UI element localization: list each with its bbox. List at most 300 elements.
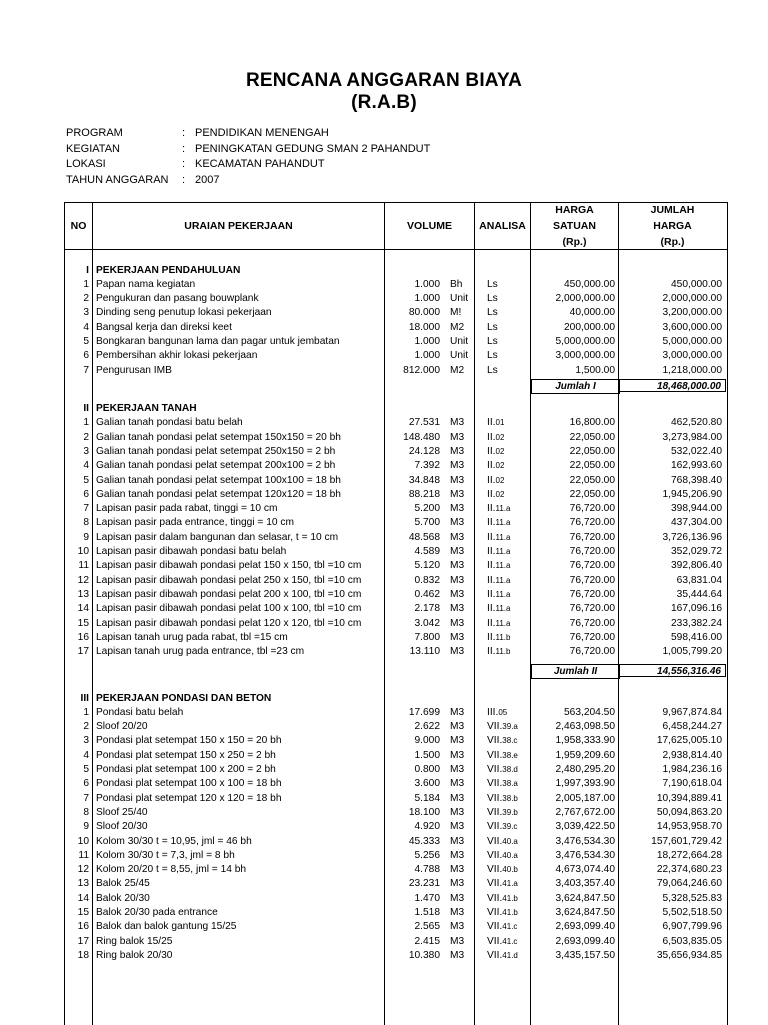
item-jumlah-harga: 1,984,236.16 [662, 764, 722, 775]
item-volume: 5.256 [414, 849, 440, 861]
item-description: Pondasi plat setempat 150 x 250 = 2 bh [96, 749, 276, 761]
item-analisa-sub: 38.d [502, 765, 518, 774]
item-volume: 1.000 [414, 350, 440, 362]
table-row [65, 349, 727, 363]
item-description: Kolom 30/30 t = 10,95, jml = 46 bh [96, 835, 252, 847]
header-jumlah-harga [619, 202, 726, 250]
info-row-tahun [66, 173, 430, 189]
header-analisa: ANALISA [479, 220, 526, 232]
item-analisa-sub: 11.a [495, 532, 511, 542]
item-unit: M3 [450, 864, 465, 876]
item-analisa-sub: 39.b [502, 807, 518, 817]
item-harga-satuan: 40,000.00 [569, 307, 615, 319]
item-analisa-sub: 41.c [502, 936, 518, 946]
item-harga-satuan: 3,624,847.50 [555, 907, 615, 918]
header-harga-satuan-line: SATUAN [553, 220, 596, 232]
item-analisa-sub: 02 [495, 432, 505, 442]
header-harga-satuan-line: (Rp.) [562, 236, 587, 248]
item-description: Balok 25/45 [96, 878, 150, 890]
item-analisa-sub: 02 [495, 461, 505, 471]
item-analisa [487, 364, 498, 378]
item-analisa-sub: 38.e [502, 750, 518, 760]
table-row [65, 920, 727, 934]
item-harga-satuan: 76,720.00 [569, 531, 615, 543]
item-number: 1 [83, 417, 89, 429]
item-number: 7 [83, 792, 89, 804]
item-analisa [487, 474, 504, 488]
table-row [65, 734, 727, 748]
header-jumlah-harga-line: HARGA [653, 220, 692, 232]
item-analisa [487, 321, 498, 335]
table-row [65, 863, 727, 877]
item-harga-satuan: 2,005,187.00 [555, 792, 615, 804]
item-analisa-code: II. [487, 460, 496, 472]
item-jumlah-harga: 79,064,246.60 [656, 878, 722, 890]
item-number: 1 [83, 278, 89, 290]
table-row [65, 631, 727, 645]
item-volume: 1.500 [414, 749, 440, 761]
item-number: 17 [77, 935, 89, 947]
item-analisa-sub: 11.a [495, 604, 511, 614]
section-total-label: Jumlah II [531, 664, 620, 679]
table-row [65, 645, 727, 659]
item-description: Ring balok 15/25 [96, 935, 173, 947]
item-unit: M! [450, 307, 462, 319]
item-analisa-sub: 40.a [502, 836, 518, 846]
item-number: 2 [83, 721, 89, 733]
item-jumlah-harga: 1,945,206.90 [662, 488, 722, 500]
item-volume: 7.392 [414, 460, 440, 472]
item-harga-satuan: 1,958,333.90 [555, 735, 615, 747]
item-number: 13 [77, 588, 89, 600]
item-analisa-code: II. [487, 488, 496, 500]
table-row [65, 364, 727, 378]
item-analisa [487, 849, 518, 863]
table-row [65, 763, 727, 777]
item-analisa-sub: 02 [495, 475, 505, 485]
item-jumlah-harga: 532,022.40 [671, 445, 722, 457]
item-unit: M3 [450, 474, 465, 486]
item-analisa [487, 820, 517, 834]
item-jumlah-harga: 2,000,000.00 [662, 293, 722, 305]
item-volume: 5.184 [414, 792, 440, 804]
section-total-value: 18,468,000.00 [619, 379, 726, 392]
item-unit: M3 [450, 892, 465, 904]
item-description: Pondasi batu belah [96, 706, 184, 718]
item-number: 5 [83, 474, 89, 486]
item-volume: 4.788 [414, 864, 440, 876]
item-description: Kolom 30/30 t = 7,3, jml = 8 bh [96, 849, 235, 861]
info-value: PENDIDIKAN MENENGAH [195, 127, 329, 139]
item-unit: Unit [450, 293, 469, 305]
item-unit: M3 [450, 749, 465, 761]
item-volume: 80.000 [408, 307, 440, 319]
item-description: Lapisan pasir dibawah pondasi pelat 200 x 100, tbl =10 cm [96, 588, 362, 600]
item-volume: 2.415 [414, 935, 440, 947]
item-analisa-sub: 39.c [502, 822, 518, 832]
item-jumlah-harga: 233,382.24 [671, 617, 722, 629]
item-unit: M3 [450, 603, 465, 615]
item-unit: M3 [450, 460, 465, 472]
item-jumlah-harga: 5,328,525.83 [662, 892, 722, 904]
item-unit: M3 [450, 560, 465, 572]
item-description: Ring balok 20/30 [96, 949, 173, 961]
item-volume: 1.000 [414, 293, 440, 305]
item-analisa-sub: 02 [495, 446, 505, 456]
item-description: Pondasi plat setempat 120 x 120 = 18 bh [96, 792, 282, 804]
item-unit: M2 [450, 364, 465, 376]
item-analisa-sub: 41.d [502, 950, 518, 960]
item-analisa-code: II. [487, 588, 496, 600]
item-harga-satuan: 76,720.00 [569, 631, 615, 643]
item-jumlah-harga: 6,458,244.27 [662, 721, 722, 733]
header-jumlah-harga-line: JUMLAH [650, 204, 695, 216]
item-analisa-code: II. [487, 445, 496, 457]
item-analisa-sub: 39.a [502, 722, 518, 732]
item-analisa-code: VII. [487, 935, 503, 947]
header-uraian: URAIAN PEKERJAAN [184, 220, 293, 232]
section-title: PEKERJAAN TANAH [96, 403, 197, 414]
item-harga-satuan: 3,000,000.00 [555, 350, 615, 362]
item-jumlah-harga: 18,272,664.28 [656, 849, 722, 861]
item-analisa-code: VII. [487, 721, 503, 733]
item-harga-satuan: 76,720.00 [569, 574, 615, 586]
item-harga-satuan: 2,463,098.50 [555, 721, 615, 733]
item-description: Pembersihan akhir lokasi pekerjaan [96, 350, 258, 362]
item-analisa-code: Ls [487, 350, 498, 362]
table-row [65, 588, 727, 602]
info-colon: : [182, 142, 186, 155]
table-row [65, 806, 727, 820]
item-harga-satuan: 2,480,295.20 [555, 764, 615, 775]
item-unit: M3 [450, 921, 465, 933]
item-analisa [487, 949, 518, 963]
info-label: KEGIATAN [66, 142, 120, 155]
item-harga-satuan: 2,000,000.00 [555, 293, 615, 305]
item-unit: M3 [450, 445, 465, 457]
item-harga-satuan: 76,720.00 [569, 603, 615, 615]
item-description: Galian tanah pondasi pelat setempat 150x150 = 20 bh [96, 431, 341, 443]
item-number: 15 [77, 617, 89, 629]
item-analisa-sub: 11.b [495, 632, 511, 642]
section-header [65, 264, 727, 278]
item-description: Lapisan pasir dibawah pondasi pelat 150 x 150, tbl =10 cm [96, 560, 362, 572]
item-description: Lapisan pasir pada rabat, tinggi = 10 cm [96, 503, 278, 515]
item-jumlah-harga: 22,374,680.23 [656, 864, 722, 876]
item-unit: M3 [450, 821, 465, 833]
table-row [65, 849, 727, 863]
item-unit: M3 [450, 517, 465, 529]
item-volume: 3.042 [414, 617, 440, 629]
item-harga-satuan: 1,959,209.60 [555, 749, 615, 761]
item-jumlah-harga: 10,394,889.41 [656, 792, 722, 804]
item-analisa [487, 278, 498, 292]
item-harga-satuan: 22,050.00 [569, 488, 615, 500]
item-analisa [487, 431, 504, 445]
item-number: 9 [83, 821, 89, 833]
table-row [65, 516, 727, 530]
item-number: 17 [77, 646, 89, 658]
table-row [65, 720, 727, 734]
item-jumlah-harga: 14,953,958.70 [656, 821, 722, 833]
item-description: Lapisan tanah urug pada entrance, tbl =23 cm [96, 646, 305, 658]
item-unit: M3 [450, 588, 465, 600]
section-number: III [80, 692, 89, 704]
item-unit: M3 [450, 935, 465, 947]
item-volume: 1.000 [414, 336, 440, 347]
item-harga-satuan: 76,720.00 [569, 646, 615, 658]
item-analisa-sub: 11.a [495, 547, 511, 556]
item-harga-satuan: 4,673,074.40 [555, 864, 615, 876]
item-description: Balok 20/30 pada entrance [96, 907, 218, 918]
item-volume: 5.200 [414, 503, 440, 515]
item-jumlah-harga: 768,398.40 [671, 474, 722, 486]
item-volume: 2.178 [414, 603, 440, 615]
item-analisa-code: II. [487, 574, 496, 586]
item-number: 12 [77, 574, 89, 586]
item-unit: M3 [450, 849, 465, 861]
item-jumlah-harga: 5,502,518.50 [662, 907, 722, 918]
table-row [65, 545, 727, 559]
item-volume: 5.700 [414, 517, 440, 529]
item-number: 9 [83, 531, 89, 543]
item-number: 5 [83, 764, 89, 775]
item-description: Pengukuran dan pasang bouwplank [96, 293, 259, 305]
table-row [65, 877, 727, 891]
item-analisa-sub: 41.b [502, 893, 518, 903]
item-jumlah-harga: 437,304.00 [671, 517, 722, 529]
info-label: PROGRAM [66, 127, 123, 139]
item-number: 16 [77, 921, 89, 933]
table-row [65, 892, 727, 906]
item-analisa-code: VII. [487, 764, 503, 775]
item-harga-satuan: 1,500.00 [575, 364, 615, 376]
item-jumlah-harga: 17,625,005.10 [656, 735, 722, 747]
item-number: 6 [83, 350, 89, 362]
item-description: Lapisan pasir pada entrance, tinggi = 10 cm [96, 517, 294, 529]
item-analisa-code: Ls [487, 364, 498, 376]
item-analisa-code: II. [487, 431, 496, 443]
item-harga-satuan: 3,039,422.50 [555, 821, 615, 833]
item-volume: 1.470 [414, 892, 440, 904]
table-row [65, 949, 727, 963]
item-description: Sloof 25/40 [96, 806, 148, 818]
table-row [65, 602, 727, 616]
table-row [65, 474, 727, 488]
item-analisa-code: VII. [487, 735, 503, 747]
item-description: Kolom 20/20 t = 8,55, jml = 14 bh [96, 864, 247, 876]
item-analisa [487, 559, 510, 573]
item-analisa-sub: 01 [495, 418, 505, 428]
item-jumlah-harga: 63,831.04 [676, 574, 722, 586]
table-row [65, 292, 727, 306]
item-number: 12 [77, 864, 89, 876]
item-description: Lapisan pasir dalam bangunan dan selasar, t = 10 cm [96, 531, 339, 543]
item-analisa [487, 720, 518, 734]
item-analisa-sub: 41.b [502, 908, 518, 917]
item-analisa-code: VII. [487, 749, 503, 761]
item-volume: 812.000 [403, 364, 440, 376]
item-analisa [487, 602, 510, 616]
item-unit: Unit [450, 336, 469, 347]
item-analisa-code: VII. [487, 878, 503, 890]
table-row [65, 559, 727, 573]
item-harga-satuan: 16,800.00 [569, 417, 615, 429]
section-title: PEKERJAAN PENDAHULUAN [96, 264, 241, 276]
item-number: 14 [77, 892, 89, 904]
item-description: Galian tanah pondasi pelat setempat 200x100 = 2 bh [96, 460, 336, 472]
item-analisa [487, 920, 517, 934]
item-number: 4 [83, 749, 89, 761]
item-number: 6 [83, 778, 89, 790]
item-description: Galian tanah pondasi pelat setempat 120x120 = 18 bh [96, 488, 341, 500]
item-analisa-code: II. [487, 417, 496, 429]
item-number: 2 [83, 431, 89, 443]
item-jumlah-harga: 398,944.00 [671, 503, 722, 515]
table-row [65, 531, 727, 545]
item-analisa-code: VII. [487, 949, 503, 961]
table-row [65, 416, 727, 430]
item-jumlah-harga: 3,600,000.00 [662, 321, 722, 333]
item-analisa [487, 749, 518, 763]
item-jumlah-harga: 50,094,863.20 [656, 806, 722, 818]
item-analisa-code: Ls [487, 321, 498, 333]
info-value: PENINGKATAN GEDUNG SMAN 2 PAHANDUT [195, 142, 431, 155]
item-analisa [487, 306, 498, 320]
item-description: Pondasi plat setempat 100 x 200 = 2 bh [96, 764, 276, 775]
section-total-value: 14,556,316.46 [619, 664, 726, 677]
item-description: Bongkaran bangunan lama dan pagar untuk jembatan [96, 336, 340, 347]
item-analisa-code: II. [487, 503, 496, 515]
info-colon: : [182, 127, 186, 139]
item-analisa [487, 574, 510, 588]
item-jumlah-harga: 5,000,000.00 [662, 336, 722, 347]
item-analisa [487, 516, 510, 530]
item-volume: 0.462 [414, 588, 440, 600]
item-unit: M3 [450, 806, 465, 818]
item-jumlah-harga: 9,967,874.84 [662, 706, 722, 718]
item-number: 15 [77, 907, 89, 918]
item-analisa-sub: 41.c [502, 922, 518, 932]
item-jumlah-harga: 167,096.16 [671, 603, 722, 615]
item-jumlah-harga: 7,190,618.04 [662, 778, 722, 790]
table-row [65, 502, 727, 516]
item-analisa-sub: 11.a [495, 561, 511, 571]
item-analisa [487, 734, 517, 748]
item-number: 7 [83, 364, 89, 376]
info-row-kegiatan [66, 142, 430, 158]
item-analisa-code: VII. [487, 849, 503, 861]
item-analisa-sub: 11.a [495, 518, 511, 528]
item-unit: M3 [450, 574, 465, 586]
item-number: 18 [77, 949, 89, 961]
item-volume: 48.568 [408, 531, 440, 543]
item-unit: M3 [450, 792, 465, 804]
item-jumlah-harga: 352,029.72 [671, 546, 722, 557]
item-volume: 9.000 [414, 735, 440, 747]
table-row [65, 445, 727, 459]
item-unit: M3 [450, 907, 465, 918]
item-volume: 4.589 [414, 546, 440, 557]
document-title: RENCANA ANGGARAN BIAYA [245, 70, 523, 91]
item-analisa [487, 906, 518, 920]
item-analisa [487, 835, 518, 849]
item-number: 4 [83, 321, 89, 333]
item-unit: M3 [450, 617, 465, 629]
info-value: 2007 [195, 173, 220, 186]
item-number: 1 [83, 706, 89, 718]
item-description: Balok dan balok gantung 15/25 [96, 921, 237, 933]
item-analisa-sub: 11.a [495, 589, 511, 599]
item-harga-satuan: 2,693,099.40 [555, 935, 615, 947]
item-jumlah-harga: 35,444.64 [676, 588, 722, 600]
item-analisa-code: II. [487, 546, 496, 557]
item-description: Lapisan pasir dibawah pondasi batu belah [96, 546, 287, 557]
table-row [65, 820, 727, 834]
item-analisa-code: Ls [487, 293, 498, 305]
table-row [65, 792, 727, 806]
item-harga-satuan: 22,050.00 [569, 460, 615, 472]
item-harga-satuan: 3,624,847.50 [555, 892, 615, 904]
item-analisa [487, 792, 518, 806]
item-jumlah-harga: 3,726,136.96 [662, 531, 722, 543]
project-info [66, 126, 430, 188]
item-analisa [487, 706, 507, 720]
item-analisa-sub: 02 [495, 489, 505, 499]
item-description: Pondasi plat setempat 100 x 100 = 18 bh [96, 778, 282, 790]
item-number: 10 [77, 546, 89, 557]
item-analisa-sub: 38.a [502, 779, 518, 789]
item-analisa-code: II. [487, 517, 496, 529]
item-description: Lapisan pasir dibawah pondasi pelat 120 x 120, tbl =10 cm [96, 617, 362, 629]
item-description: Pengurusan IMB [96, 364, 172, 376]
item-harga-satuan: 76,720.00 [569, 517, 615, 529]
item-unit: Unit [450, 350, 469, 362]
item-jumlah-harga: 3,000,000.00 [662, 350, 722, 362]
info-row-program [66, 126, 430, 142]
item-volume: 0.832 [414, 574, 440, 586]
item-harga-satuan: 22,050.00 [569, 431, 615, 443]
item-number: 10 [77, 835, 89, 847]
info-colon: : [182, 173, 186, 186]
item-unit: M3 [450, 631, 465, 643]
item-volume: 4.920 [414, 821, 440, 833]
item-unit: M3 [450, 949, 465, 961]
item-description: Galian tanah pondasi pelat setempat 100x100 = 18 bh [96, 474, 341, 486]
item-analisa-sub: 38.b [502, 793, 518, 803]
item-analisa [487, 763, 518, 777]
item-description: Lapisan tanah urug pada rabat, tbl =15 cm [96, 631, 288, 643]
item-description: Sloof 20/20 [96, 721, 148, 733]
item-analisa-code: VII. [487, 907, 503, 918]
item-number: 16 [77, 631, 89, 643]
item-analisa [487, 445, 504, 459]
item-analisa [487, 877, 518, 891]
item-analisa [487, 588, 510, 602]
item-harga-satuan: 450,000.00 [564, 278, 615, 290]
item-number: 8 [83, 517, 89, 529]
item-description: Pondasi plat setempat 150 x 150 = 20 bh [96, 735, 282, 747]
table-row [65, 335, 727, 349]
item-volume: 3.600 [414, 778, 440, 790]
item-analisa-code: VII. [487, 778, 503, 790]
item-jumlah-harga: 462,520.80 [671, 417, 722, 429]
item-volume: 45.333 [408, 835, 440, 847]
table-row [65, 278, 727, 292]
item-unit: M3 [450, 764, 465, 775]
item-harga-satuan: 76,720.00 [569, 617, 615, 629]
item-unit: M3 [450, 503, 465, 515]
